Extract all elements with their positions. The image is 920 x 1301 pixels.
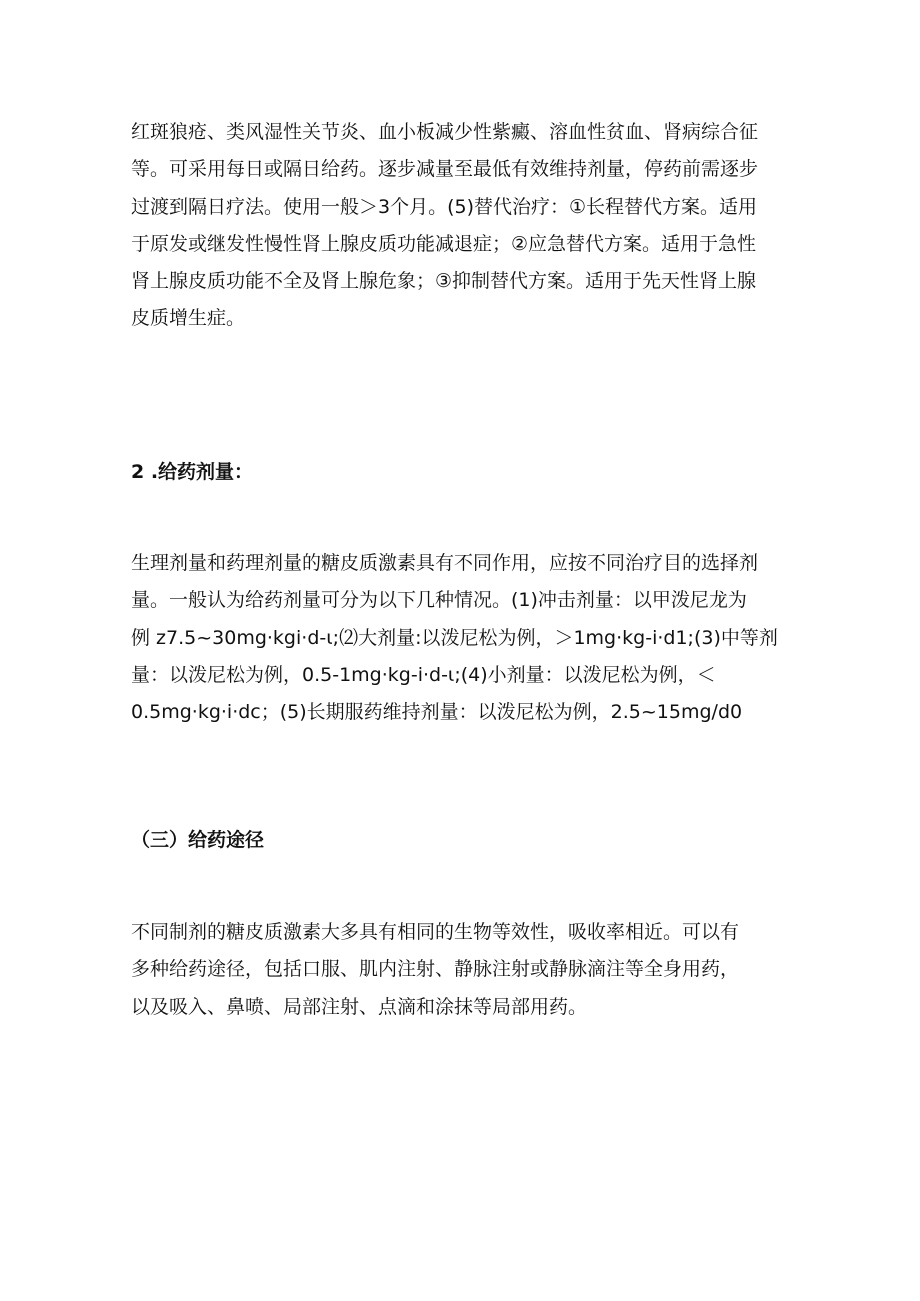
text-line: 不同制剂的糖皮质激素大多具有相同的生物等效性，吸收率相近。可以有 [131, 921, 740, 943]
section-heading-administration-route: （三）给药途径 [131, 829, 265, 851]
paragraph-administration-route [131, 914, 791, 1026]
section-heading-dosage: 2 .给药剂量： [131, 461, 254, 483]
text-line: 红斑狼疮、类风湿性关节炎、血小板减少性紫癜、溶血性贫血、肾病综合征 [131, 121, 759, 143]
text-line: 多种给药途径，包括口服、肌内注射、静脉注射或静脉滴注等全身用药， [131, 958, 740, 981]
paragraph-dosage [131, 545, 791, 731]
text-line: 皮质增生症。 [131, 307, 246, 330]
text-line: 等。可采用每日或隔日给药。逐步减量至最低有效维持剂量，停药前需逐步 [131, 158, 759, 181]
text-line: 生理剂量和药理剂量的糖皮质激素具有不同作用，应按不同治疗目的选择剂 [131, 552, 759, 574]
text-line: 量：以泼尼松为例，0.5-1mg·kg-i·d-ι;(4)小剂量：以泼尼松为例，＜ [131, 663, 716, 686]
text-line: 量。一般认为给药剂量可分为以下几种情况。(1)冲击剂量：以甲泼尼龙为 [131, 589, 747, 612]
text-line: 肾上腺皮质功能不全及肾上腺危象；③抑制替代方案。适用于先天性肾上腺 [131, 270, 757, 293]
text-line: 0.5mg·kg·i·dc；(5)长期服药维持剂量：以泼尼松为例，2.5~15mg∕d0 [131, 701, 743, 724]
paragraph-indications-and-replacement-therapy [131, 114, 791, 338]
text-line: 以及吸入、鼻喷、局部注射、点滴和涂抹等局部用药。 [131, 995, 588, 1018]
text-line: 例 z7.5~30mg·kgi·d-ι;⑵大剂量:以泼尼松为例，＞1mg·kg-i·d1;(3)中等剂 [131, 626, 778, 649]
text-line: 于原发或继发性慢性肾上腺皮质功能减退症；②应急替代方案。适用于急性 [131, 232, 757, 255]
text-line: 过渡到隔日疗法。使用一般＞3个月。(5)替代治疗：①长程替代方案。适用 [131, 195, 758, 218]
